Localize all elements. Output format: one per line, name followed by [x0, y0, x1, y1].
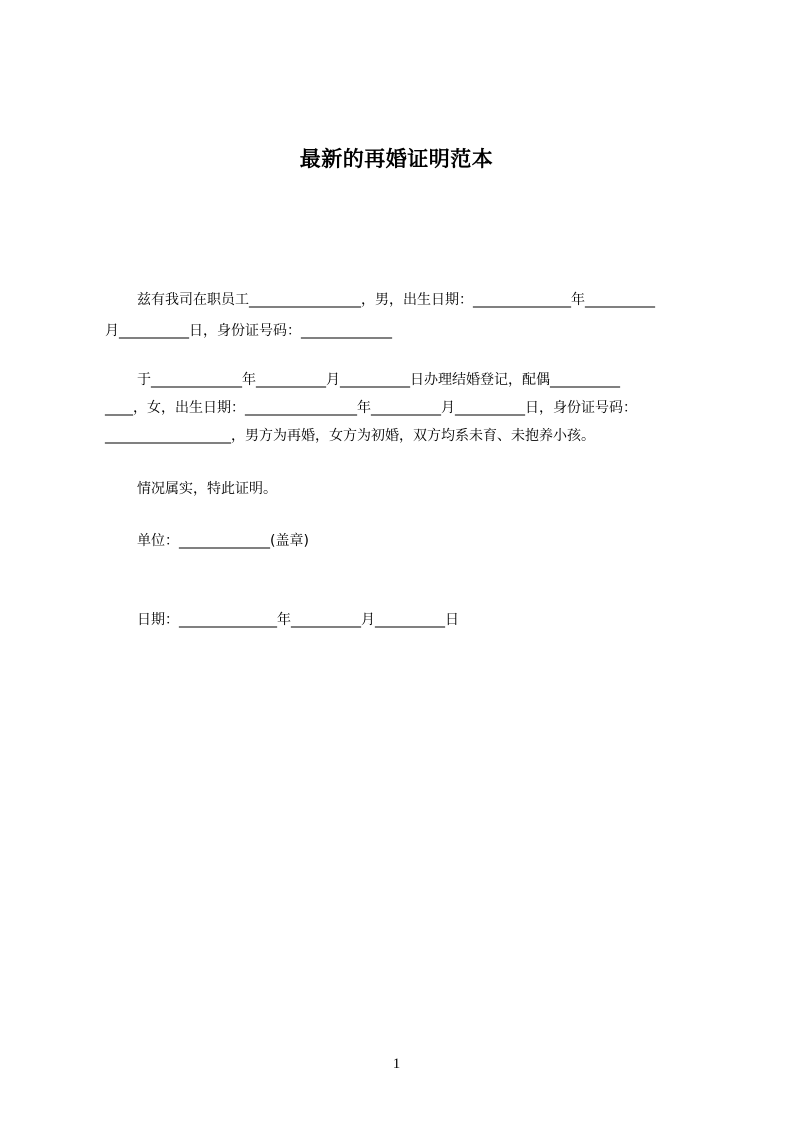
paragraph-2-line-1: 于_____________年__________月__________日办理结婚登记，配偶__________	[137, 372, 620, 388]
paragraph-2-line-2: ____，女，出生日期：________________年__________月__________日，身份证号码：	[105, 400, 637, 416]
paragraph-2-line-3: __________________，男方为再婚，女方为初婚，双方均系未育、未抱养小孩。	[105, 428, 595, 444]
date-line: 日期：______________年__________月__________日	[137, 612, 459, 628]
paragraph-1-line-2: 月__________日，身份证号码：_____________	[105, 323, 392, 339]
statement-line: 情况属实，特此证明。	[137, 481, 277, 497]
paragraph-1-line-1: 兹有我司在职员工________________，男，出生日期：______________年__________	[137, 292, 655, 308]
unit-line: 单位：_____________(盖章)	[137, 533, 309, 549]
page-number: 1	[392, 1056, 401, 1072]
document-title: 最新的再婚证明范本	[299, 147, 494, 171]
